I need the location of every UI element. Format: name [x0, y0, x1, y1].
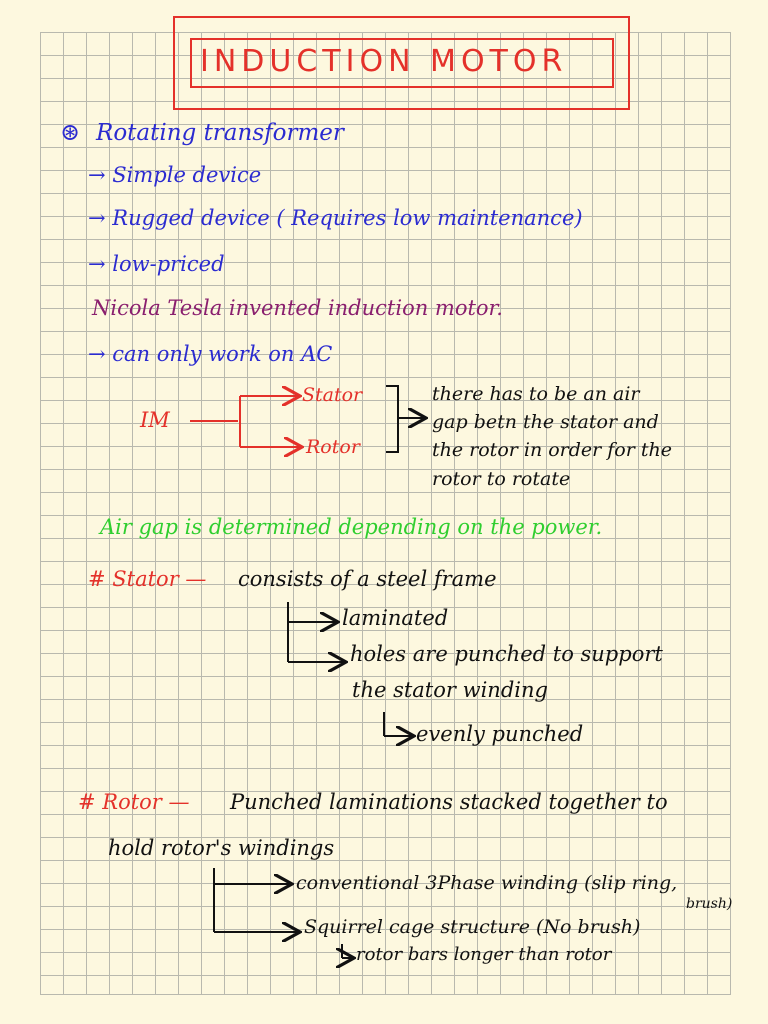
low-priced-note: → low-priced [88, 252, 225, 276]
conventional-winding-note: conventional 3Phase winding (slip ring, [296, 872, 678, 894]
laminated-note: laminated [342, 606, 449, 630]
airgap-note-line1: there has to be an air [432, 383, 640, 405]
airgap-note-line2: gap betn the stator and [432, 411, 659, 433]
squirrel-cage-note: Squirrel cage structure (No brush) [304, 916, 641, 938]
stator-winding-note: the stator winding [352, 678, 548, 702]
rugged-device-note: → Rugged device ( Requires low maintenance) [88, 206, 583, 230]
holes-punched-note: holes are punched to support [350, 642, 663, 666]
bullet-icon: ⊛ [60, 118, 81, 146]
rotor-bars-note: rotor bars longer than rotor [356, 944, 612, 965]
stator-description: consists of a steel frame [238, 567, 497, 591]
airgap-power-note: Air gap is determined depending on the power. [100, 515, 603, 539]
stator-tree-lines [288, 602, 412, 736]
rotating-transformer-heading: Rotating transformer [96, 120, 344, 146]
brush-note: brush) [686, 896, 733, 912]
im-tree-lines [190, 396, 300, 447]
simple-device-note: → Simple device [88, 163, 262, 187]
rotor-tree-lines [214, 868, 352, 958]
rotor-description: Punched laminations stacked together to [230, 790, 668, 814]
rotor-description-cont: hold rotor's windings [108, 836, 335, 860]
airgap-note-line4: rotor to rotate [432, 468, 571, 490]
page-title: INDUCTION MOTOR [200, 44, 568, 79]
ac-only-note: → can only work on AC [88, 342, 333, 366]
evenly-punched-note: evenly punched [416, 722, 584, 746]
im-label: IM [140, 408, 170, 432]
stator-heading: # Stator — [88, 567, 207, 591]
rotor-branch-label: Rotor [306, 436, 360, 458]
tesla-note: Nicola Tesla invented induction motor. [92, 296, 503, 320]
rotor-heading: # Rotor — [78, 790, 190, 814]
stator-branch-label: Stator [302, 384, 363, 406]
airgap-note-line3: the rotor in order for the [432, 439, 672, 461]
stator-rotor-bracket [386, 386, 424, 452]
